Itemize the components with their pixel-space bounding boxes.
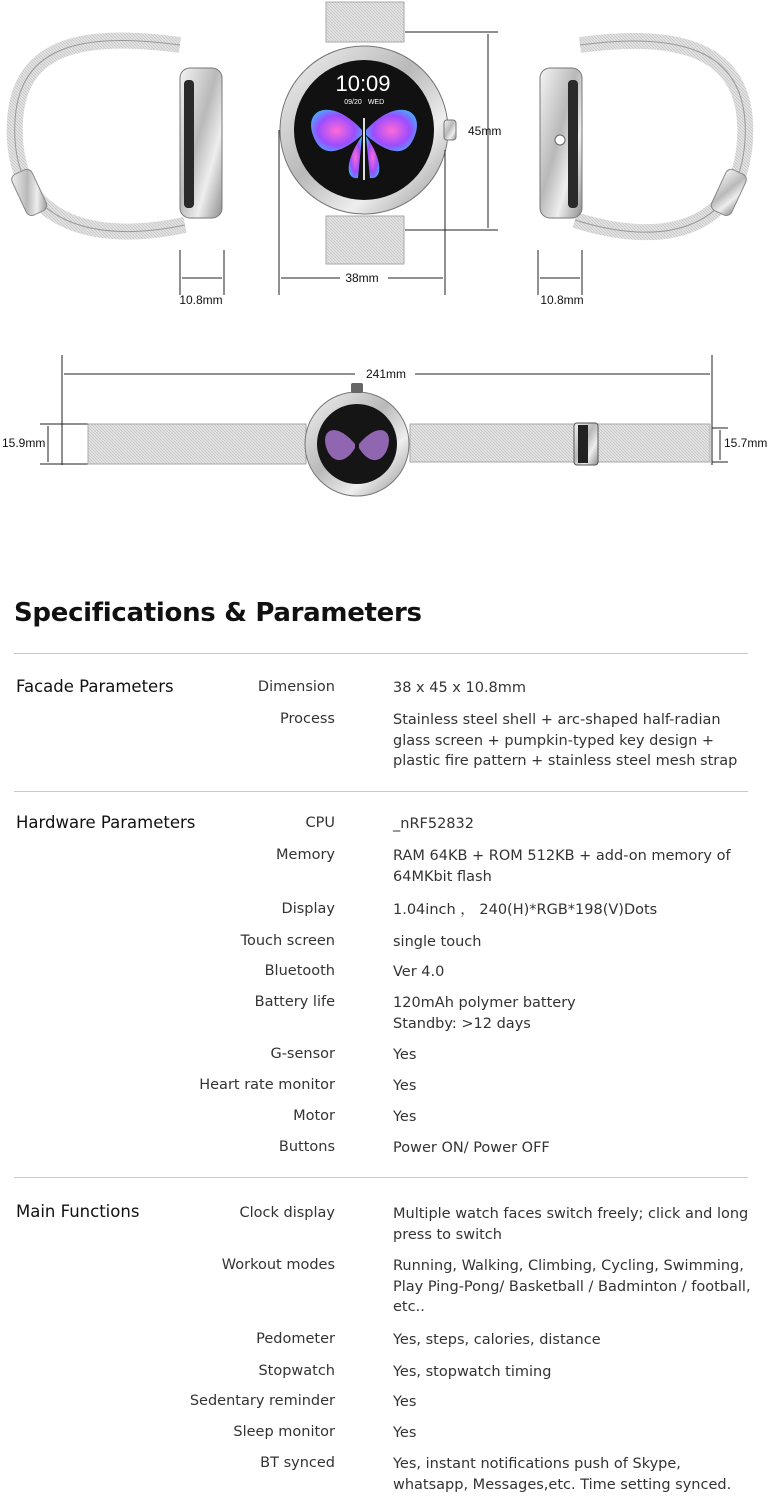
dim-height: 45mm — [468, 124, 502, 138]
spec-value-bt-synced: Yes, instant notifications push of Skype, whatsapp, Messages,etc. Time setting synced. — [393, 1456, 732, 1493]
dim-right-thickness: 10.8mm — [540, 293, 584, 307]
spec-label-g-sensor: G-sensor — [270, 1046, 335, 1062]
dim-left-thickness: 10.8mm — [179, 293, 223, 307]
spec-label-touch-screen: Touch screen — [240, 933, 335, 949]
spec-value-process: Stainless steel shell + arc-shaped half-radian glass screen + pumpkin-typed key design + plastic fire pattern + stainless steel mesh strap — [393, 712, 738, 769]
section-facade-parameters: Facade Parameters — [16, 677, 174, 696]
spec-label-display: Display — [281, 901, 335, 917]
watch-side-view-right — [540, 41, 748, 232]
spec-label-cpu: CPU — [305, 815, 335, 831]
spec-value-sedentary-reminder: Yes — [393, 1394, 417, 1410]
dim-strap-left: 15.9mm — [2, 436, 46, 450]
spec-label-sedentary-reminder: Sedentary reminder — [189, 1393, 335, 1409]
spec-label-buttons: Buttons — [278, 1139, 335, 1155]
spec-label-process: Process — [279, 711, 335, 727]
spec-value-heart-rate: Yes — [393, 1078, 417, 1094]
watch-weekday: WED — [367, 99, 385, 106]
spec-value-display: 1.04inch ， 240(H)*RGB*198(V)Dots — [393, 902, 658, 918]
spec-value-clock-display: Multiple watch faces switch freely; click and long press to switch — [393, 1206, 749, 1243]
spec-value-touch-screen: single touch — [393, 934, 482, 950]
spec-label-heart-rate: Heart rate monitor — [199, 1077, 335, 1093]
spec-value-dimension: 38 x 45 x 10.8mm — [393, 680, 527, 696]
spec-label-motor: Motor — [293, 1108, 335, 1124]
spec-label-dimension: Dimension — [257, 679, 335, 695]
spec-label-bluetooth: Bluetooth — [264, 963, 335, 979]
spec-value-battery-capacity: 120mAh polymer battery — [393, 995, 576, 1011]
spec-value-battery-life — [393, 993, 758, 1034]
watch-strap-flat-view — [88, 383, 710, 496]
spec-value-memory: RAM 64KB + ROM 512KB + add-on memory of 64MKbit flash — [393, 848, 731, 885]
spec-label-bt-synced: BT synced — [260, 1455, 335, 1471]
spec-value-motor: Yes — [393, 1109, 417, 1125]
divider — [14, 653, 748, 654]
spec-label-workout-modes: Workout modes — [221, 1257, 335, 1273]
dim-total-length: 241mm — [365, 367, 407, 381]
spec-value-stopwatch: Yes, stopwatch timing — [393, 1364, 552, 1380]
spec-label-battery-life: Battery life — [254, 994, 335, 1010]
spec-value-workout-modes: Running, Walking, Climbing, Cycling, Swimming, Play Ping-Pong/ Basketball / Badminton / football, etc.. — [393, 1258, 751, 1315]
spec-label-stopwatch: Stopwatch — [258, 1363, 335, 1379]
dim-strap-right: 15.7mm — [724, 436, 768, 450]
dim-width: 38mm — [345, 271, 379, 285]
watch-time: 10:09 — [335, 71, 391, 96]
spec-value-pedometer: Yes, steps, calories, distance — [393, 1332, 601, 1348]
spec-value-cpu: _nRF52832 — [393, 816, 474, 832]
spec-title: Specifications & Parameters — [14, 598, 422, 628]
divider — [14, 791, 748, 792]
spec-label-pedometer: Pedometer — [256, 1331, 335, 1347]
spec-value-bluetooth: Ver 4.0 — [393, 964, 445, 980]
spec-label-sleep-monitor: Sleep monitor — [233, 1424, 335, 1440]
spec-value-sleep-monitor: Yes — [393, 1425, 417, 1441]
product-dimension-diagram — [0, 0, 775, 560]
spec-value-g-sensor: Yes — [393, 1047, 417, 1063]
section-hardware-parameters: Hardware Parameters — [16, 813, 196, 832]
watch-side-view-left — [10, 40, 222, 231]
spec-value-battery-standby: Standby: >12 days — [393, 1015, 531, 1032]
spec-value-buttons: Power ON/ Power OFF — [393, 1140, 550, 1156]
spec-label-memory: Memory — [276, 847, 335, 863]
section-main-functions: Main Functions — [16, 1202, 140, 1221]
divider — [14, 1177, 748, 1178]
watch-front-view — [280, 2, 456, 264]
watch-date: 09/20 — [344, 99, 362, 106]
spec-label-clock-display: Clock display — [239, 1205, 335, 1221]
crown-button — [444, 120, 456, 140]
